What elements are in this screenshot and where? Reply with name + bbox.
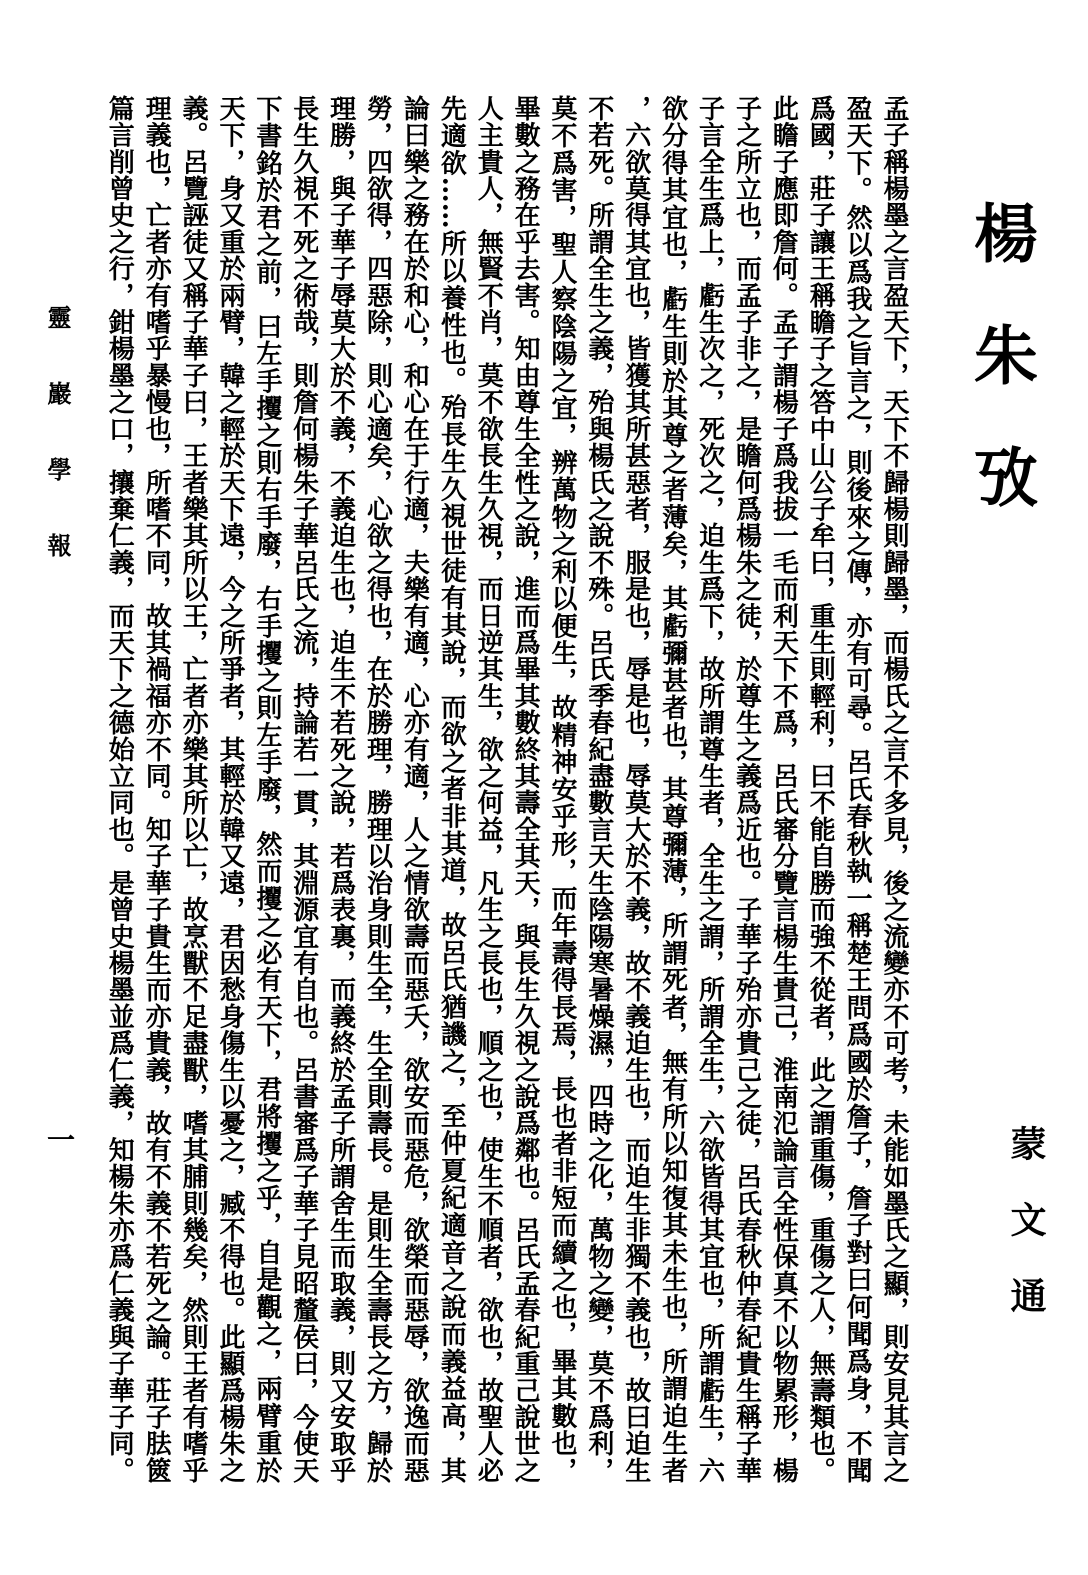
text-column: 莫不爲害，聖人察陰陽之宜，辨萬物之利以便生，故精神安乎形，而年壽得長焉，長也者非短而續之也，畢其數也，: [546, 95, 577, 1483]
text-column: 畢數之務在乎去害。知由尊生全性之說，進而爲畢其數終其壽全其天，與長生久視之說爲鄰也。呂氏孟春紀重己說世之: [510, 95, 541, 1483]
text-column: 義。呂覽誣徒又稱子華子曰，王者樂其所以王，亡者亦樂其所以亡，故烹獸不足盡獸，嗜其脯則幾矣，然則王者有嗜乎: [178, 95, 209, 1483]
journal-name: 靈巖學報: [43, 305, 72, 609]
text-column: 欲分得其宜也，虧生則於其尊之者薄矣，其虧彌甚者也，其尊彌薄，所謂死者，無有所以知復其未生也，所謂迫生者: [657, 95, 688, 1483]
text-column: 天下，身又重於兩臂，韓之輕於天下遠，今之所爭者，其輕於韓又遠，君因愁身傷生以憂之，臧不得也。此顯爲楊朱之: [214, 95, 245, 1483]
text-column: 先適欲……所以養性也。殆長生久視世徒有其說，而欲之者非其道，故呂氏猶譏之，至仲夏紀適音之說而義益高，其: [436, 95, 467, 1483]
article-title: 楊朱攷: [963, 200, 1038, 566]
text-column: 長生久視不死之術哉，則詹何楊朱子華呂氏之流，持論若一貫，其淵源宜有自也。呂書審爲子華子見昭釐侯曰，今使天: [288, 95, 319, 1483]
author-name: 蒙文通: [1005, 1125, 1047, 1353]
article-body: [100, 95, 912, 1483]
text-column: 人主貴人，無賢不肖，莫不欲長生久視，而日逆其生，欲之何益，凡生之長也，順之也，使生不順者，欲也，故聖人必: [473, 95, 504, 1483]
text-column: 盈天下。然以爲我之旨言之，則後來之傳，亦有可尋。呂氏春秋執一稱楚王問爲國於詹子，詹子對曰何聞爲身，不聞: [842, 95, 873, 1483]
text-column: 理義也，亡者亦有嗜乎暴慢也，所嗜不同，故其禍福亦不同。知子華子貴生而亦貴義，故有不義不若死之論。莊子胠篋: [141, 95, 172, 1483]
page-number: 一: [43, 1125, 76, 1153]
text-column: 下書銘於君之前，曰左手攫之則右手廢，右手攫之則左手廢，然而攫之必有天下，君將攫之乎，自是觀之，兩臂重於: [251, 95, 282, 1483]
text-column: 理勝，與子華子辱莫大於不義，不義迫生也，迫生不若死之說，若爲表裏，而義終於孟子所謂舍生而取義，則又安取乎: [325, 95, 356, 1483]
text-column: 子言全生爲上，虧生次之，死次之，迫生爲下，故所謂尊生者，全生之謂，所謂全生，六欲皆得其宜也，所謂虧生，六: [694, 95, 725, 1483]
text-column: 爲國，莊子讓王稱瞻子之答中山公子牟曰，重生則輕利，曰不能自勝而強不從者，此之謂重傷，重傷之人，無壽類也。: [805, 95, 836, 1483]
text-column: 論曰樂之務在於和心，和心在于行適，夫樂有適，心亦有適，人之情欲壽而惡夭，欲安而惡危，欲榮而惡辱，欲逸而惡: [399, 95, 430, 1483]
text-column: 勞，四欲得，四惡除，則心適矣，心欲之得也，在於勝理，勝理以治身則生全，生全則壽長。是則生全壽長之方，歸於: [362, 95, 393, 1483]
text-column: 不若死。所謂全生之義，殆與楊氏之說不殊。呂氏季春紀盡數言天生陰陽寒暑燥濕，四時之化，萬物之變，莫不爲利，: [583, 95, 614, 1483]
text-column: ，六欲莫得其宜也，皆獲其所甚惡者，服是也，辱是也，辱莫大於不義，故不義迫生也，而迫生非獨不義也，故曰迫生: [620, 95, 651, 1483]
text-column: 孟子稱楊墨之言盈天下，天下不歸楊則歸墨，而楊氏之言不多見，後之流變亦不可考，未能如墨氏之顯，則安見其言之: [879, 95, 909, 1483]
text-column: 子之所立也，而孟子非之，是瞻何爲楊朱之徒，於尊生之義爲近也。子華子殆亦貴己之徒，呂氏春秋仲春紀貴生稱子華: [731, 95, 762, 1483]
text-column: 篇言削曾史之行，鉗楊墨之口，攘棄仁義，而天下之德始立同也。是曾史楊墨並爲仁義，知楊朱亦爲仁義與子華子同。: [104, 95, 135, 1483]
text-column: 此瞻子應即詹何。孟子謂楊子爲我拔一毛而利天下不爲，呂氏審分覽言楊生貴己，淮南氾論言全性保真不以物累形，楊: [768, 95, 799, 1483]
